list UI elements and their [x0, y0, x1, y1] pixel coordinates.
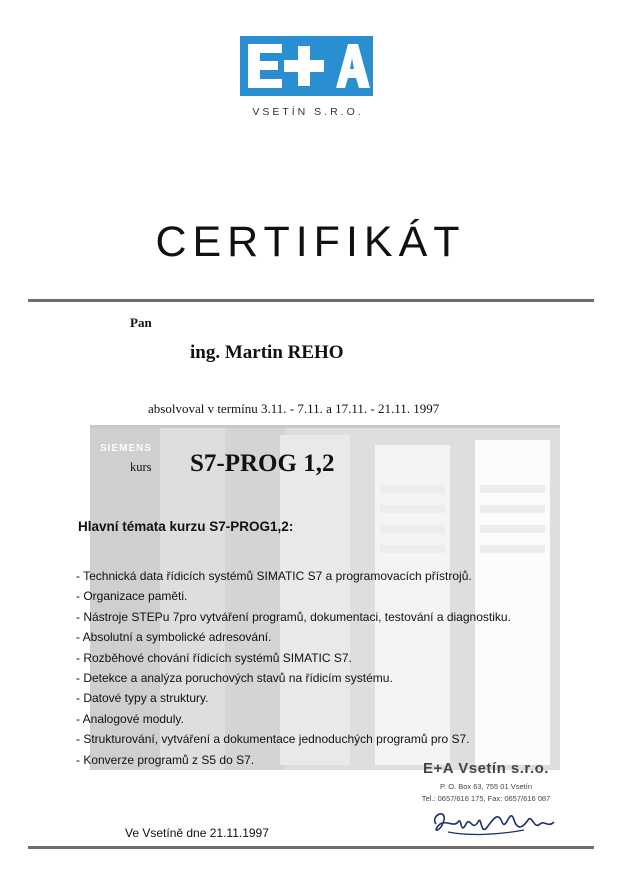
list-item: - Technická data řídicích systémů SIMATIC S7 a programovacích přístrojů.	[76, 569, 472, 583]
list-item: - Nástroje STEPu 7pro vytváření programů, dokumentaci, testování a diagnostiku.	[76, 609, 511, 624]
stamp-phone: Tel.: 0657/616 175, Fax: 0657/616 087	[421, 794, 551, 803]
topics-heading: Hlavní témata kurzu S7-PROG1,2:	[78, 519, 294, 534]
course-label: kurs	[130, 460, 152, 474]
salutation: Pan	[130, 315, 152, 330]
list-item: - Organizace paměti.	[76, 589, 188, 604]
completion-statement: absolvoval v termínu 3.11. - 7.11. a 17.11. - 21.11. 1997	[148, 401, 440, 416]
list-item: - Strukturování, vytváření a dokumentace jednoduchých programů pro S7.	[76, 732, 470, 747]
list-item: - Analogové moduly.	[76, 711, 184, 726]
list-item: - Absolutní a symbolické adresování.	[76, 630, 272, 645]
stamp-company: E+A Vsetín s.r.o.	[423, 760, 549, 777]
recipient-name: ing. Martin REHO	[190, 342, 344, 363]
signature	[428, 802, 568, 844]
top-divider	[28, 299, 594, 302]
bottom-divider	[28, 846, 594, 849]
course-name: S7-PROG 1,2	[190, 450, 335, 477]
siemens-brand-mark: SIEMENS	[100, 443, 153, 454]
stamp-address: P. O. Box 63, 755 01 Vsetín	[439, 782, 532, 791]
place-and-date: Ve Vsetíně dne 21.11.1997	[125, 826, 269, 840]
company-logo	[240, 36, 373, 96]
logo-tagline: VSETÍN S.R.O.	[252, 106, 364, 118]
list-item: - Rozběhové chování řídicích systémů SIMATIC S7.	[76, 650, 352, 665]
topics-list	[76, 566, 511, 770]
list-item: - Konverze programů z S5 do S7.	[76, 752, 255, 767]
list-item: - Datové typy a struktury.	[76, 691, 209, 706]
certificate-title: CERTIFIKÁT	[155, 218, 466, 266]
list-item: - Detekce a analýza poruchových stavů na řídicím systému.	[76, 670, 393, 685]
